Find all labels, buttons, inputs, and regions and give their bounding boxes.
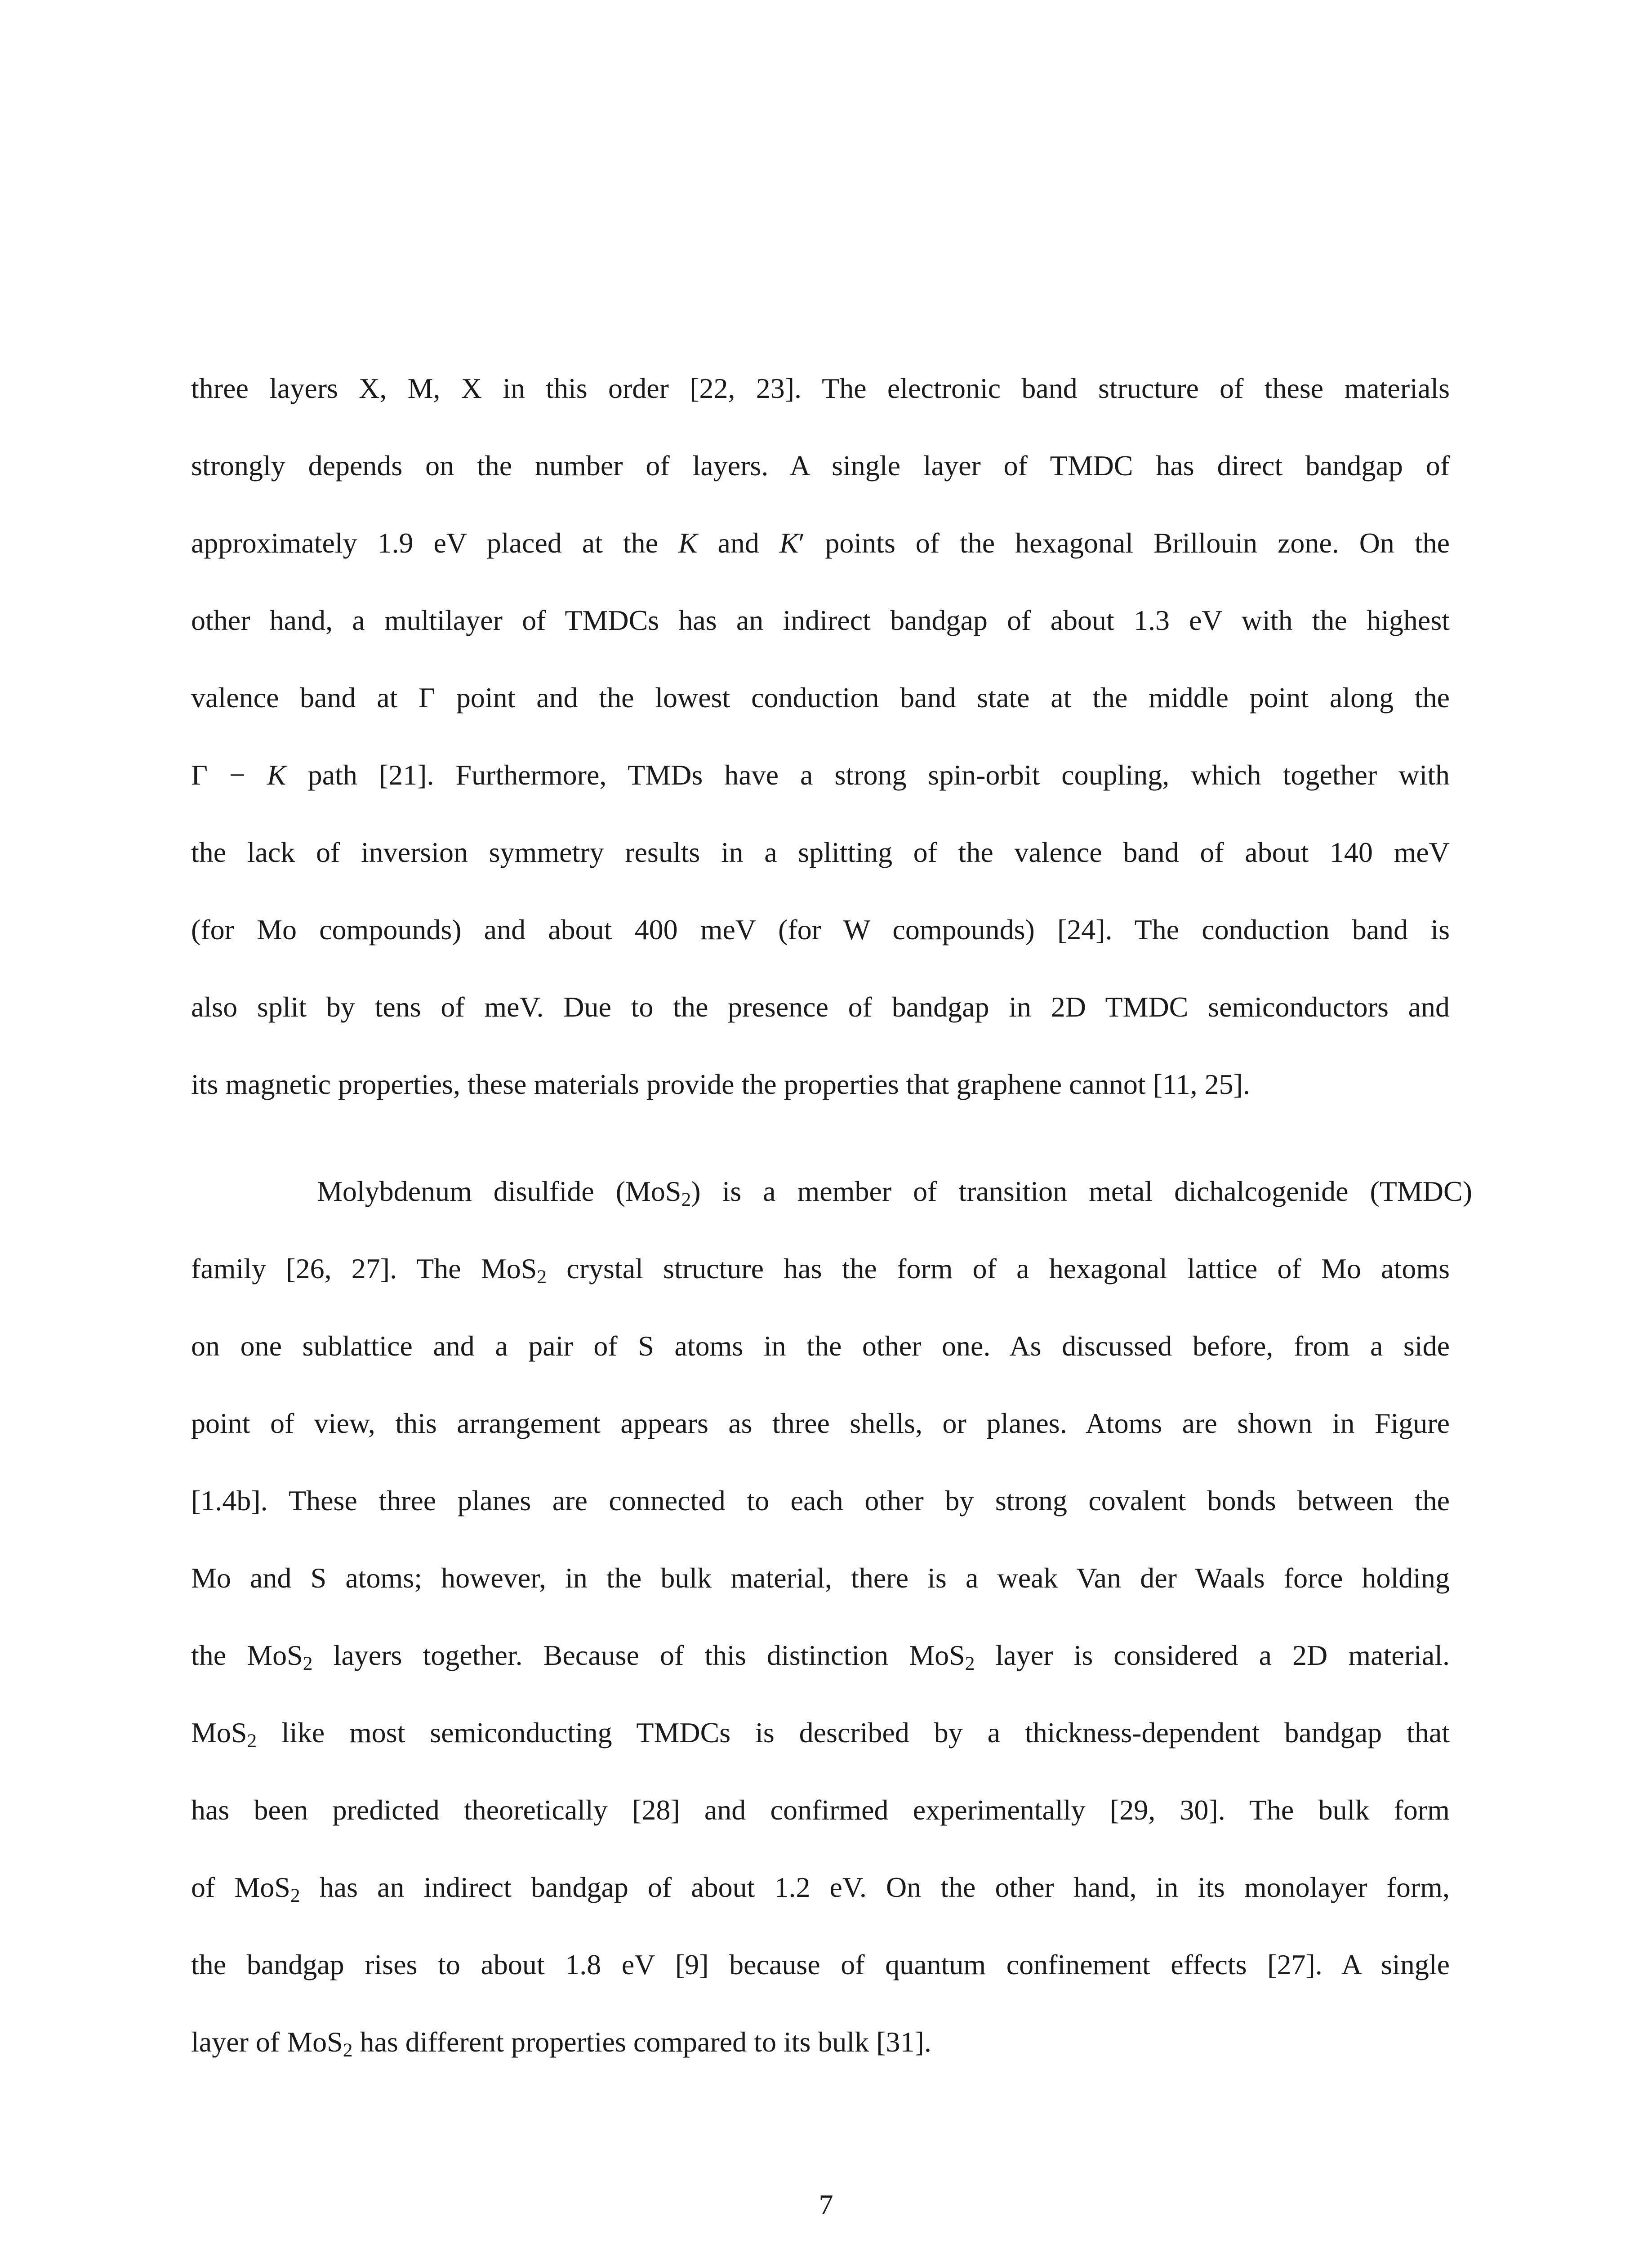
text-line: three layers X, M, X in this order [22, 23]. The electronic band structure of these materials (191, 372, 1450, 404)
text-line: Γ − K path [21]. Furthermore, TMDs have a strong spin-orbit coupling, which together with (191, 759, 1450, 791)
text-line: the lack of inversion symmetry results in a splitting of the valence band of about 140 meV (191, 836, 1450, 868)
text-line: (for Mo compounds) and about 400 meV (for W compounds) [24]. The conduction band is (191, 914, 1450, 946)
text-line: approximately 1.9 eV placed at the K and K′ points of the hexagonal Brillouin zone. On the (191, 527, 1450, 559)
text-line: on one sublattice and a pair of S atoms in the other one. As discussed before, from a side (191, 1330, 1450, 1362)
text-line: of MoS$_2$ has an indirect bandgap of about 1.2 eV. On the other hand, in its monolayer form, (191, 1871, 1450, 1906)
text-line: the MoS$_2$ layers together. Because of this distinction MoS$_2$ layer is considered a 2D material. (191, 1639, 1450, 1674)
text-line: family [26, 27]. The MoS$_2$ crystal structure has the form of a hexagonal lattice of Mo atoms (191, 1253, 1450, 1288)
page-number: 7 (819, 2189, 833, 2221)
text-line: MoS$_2$ like most semiconducting TMDCs is described by a thickness-dependent bandgap that (191, 1717, 1450, 1752)
text-line: layer of MoS$_2$ has different properties compared to its bulk [31]. (191, 2026, 931, 2061)
text-line: Mo and S atoms; however, in the bulk material, there is a weak Van der Waals force holding (191, 1562, 1450, 1594)
text-line: [1.4b]. These three planes are connected to each other by strong covalent bonds between the (191, 1485, 1450, 1517)
text-line: its magnetic properties, these materials provide the properties that graphene cannot [11, 25]. (191, 1068, 1250, 1100)
text-line: the bandgap rises to about 1.8 eV [9] because of quantum confinement effects [27]. A single (191, 1949, 1450, 1980)
text-line: point of view, this arrangement appears as three shells, or planes. Atoms are shown in Figure (191, 1407, 1450, 1439)
text-line: strongly depends on the number of layers. A single layer of TMDC has direct bandgap of (191, 450, 1450, 482)
text-line: also split by tens of meV. Due to the presence of bandgap in 2D TMDC semiconductors and (191, 991, 1450, 1023)
text-line: valence band at Γ point and the lowest conduction band state at the middle point along the (191, 682, 1450, 714)
text-line: other hand, a multilayer of TMDCs has an indirect bandgap of about 1.3 eV with the highest (191, 604, 1450, 636)
text-line: has been predicted theoretically [28] and confirmed experimentally [29, 30]. The bulk form (191, 1794, 1450, 1826)
text-line: Molybdenum disulfide (MoS$_2$) is a member of transition metal dichalcogenide (TMDC) (317, 1175, 1473, 1210)
